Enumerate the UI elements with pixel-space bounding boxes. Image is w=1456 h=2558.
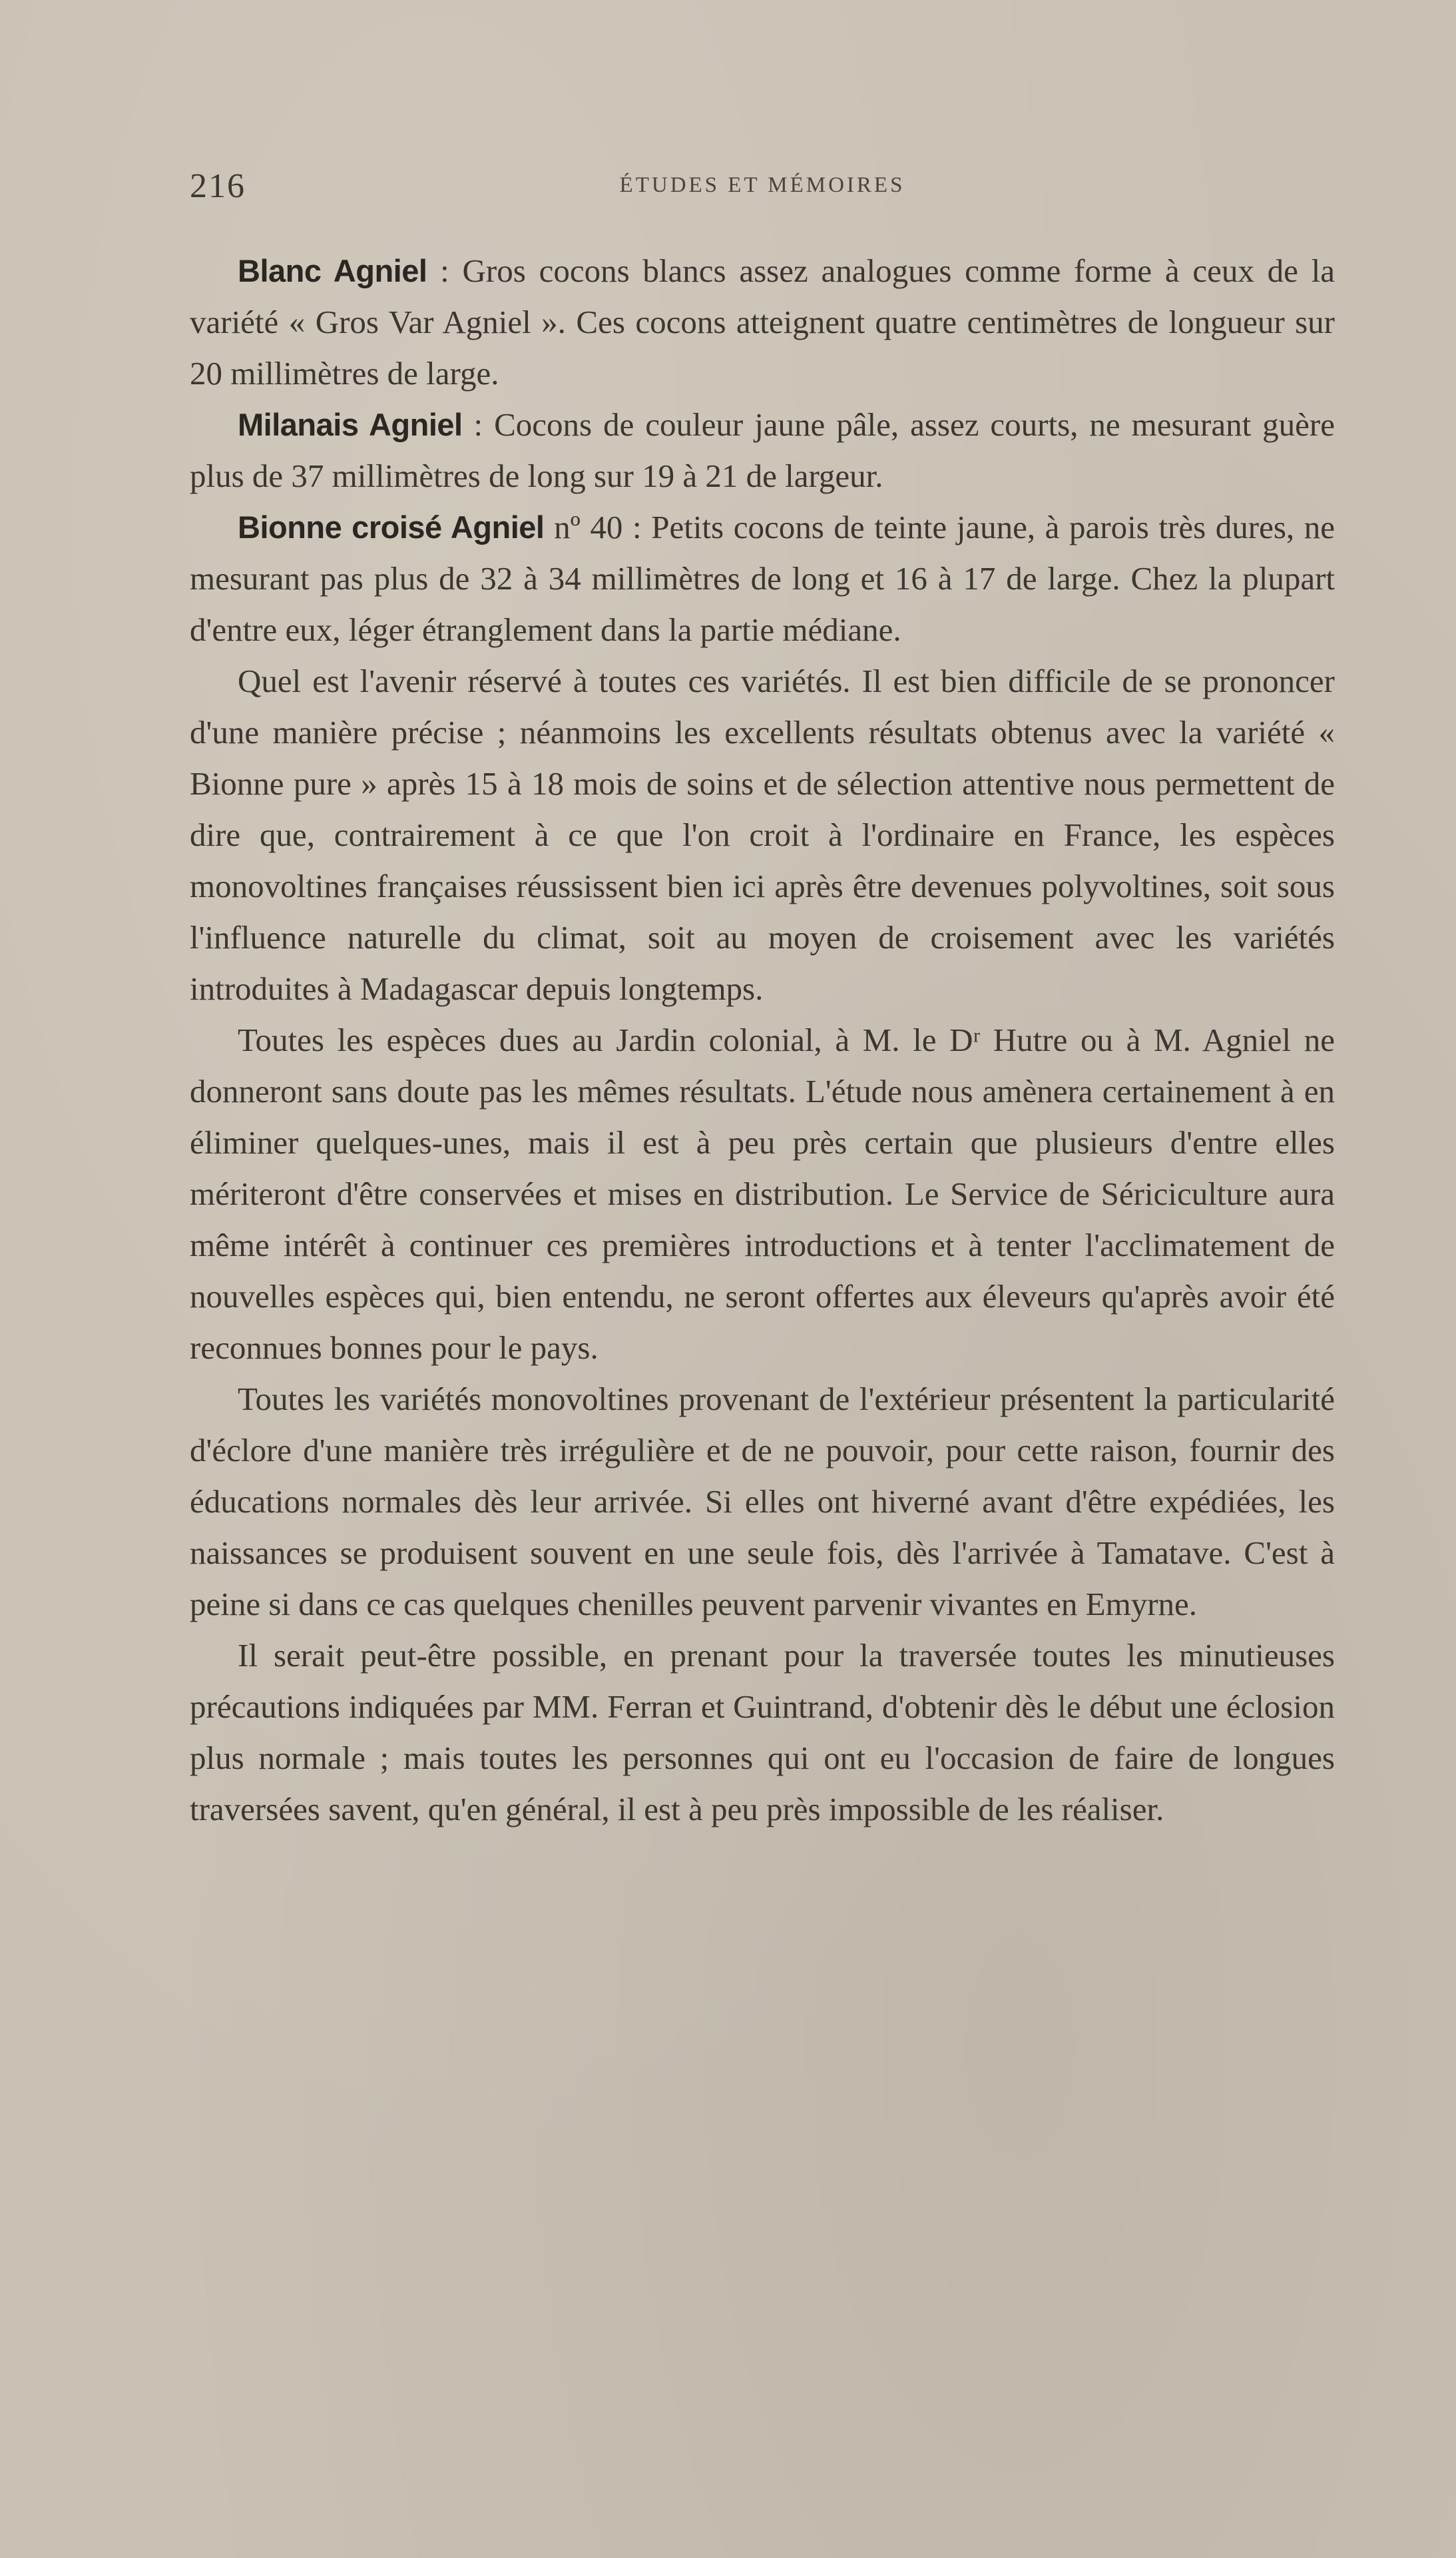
page-number: 216 (190, 167, 246, 205)
paragraph-text: : Cocons de couleur jaune pâle, assez courts, ne mesurant guère plus de 37 millimètres de long sur 19 à 21 de largeur. (190, 406, 1335, 494)
variety-label: Bionne croisé Agniel (238, 509, 545, 545)
paragraph-milanais-agniel (190, 399, 1335, 501)
variety-label: Milanais Agniel (238, 407, 463, 442)
paragraph-text: : Gros cocons blancs assez analogues comme forme à ceux de la variété « Gros Var Agniel ». Ces cocons atteignent quatre centimètres de longueur sur 20 millimètres de large. (190, 252, 1335, 392)
paragraph-avenir-varietes (190, 655, 1335, 1014)
paragraph-text: Toutes les espèces dues au Jardin colonial, à M. le Dʳ Hutre ou à M. Agniel ne donneront sans doute pas les mêmes résultats. L'étude nous amènera certainement à en éliminer quelques-unes, mais il est à peu près certain que plusieurs d'entre elles mériteront d'être conservées et mises en distribution. Le Service de Sériciculture aura même intérêt à continuer ces premières introductions et à tenter l'acclimatement de nouvelles espèces qui, bien entendu, ne seront offertes aux éleveurs qu'après avoir été reconnues bonnes pour le pays. (190, 1022, 1335, 1366)
paragraph-traversee (190, 1630, 1335, 1835)
paragraph-bionne-croise-agniel (190, 501, 1335, 655)
paragraph-especes-jardin-colonial (190, 1014, 1335, 1373)
paragraph-text: Toutes les variétés monovoltines provenant de l'extérieur présentent la particularité d'éclore d'une manière très irrégulière et de ne pouvoir, pour cette raison, fournir des éducations normales dès leur arrivée. Si elles ont hiverné avant d'être expédiées, les naissances se produisent souvent en une seule fois, dès l'arrivée à Tamatave. C'est à peine si dans ce cas quelques chenilles peuvent parvenir vivantes en Emyrne. (190, 1381, 1335, 1622)
running-title: ÉTUDES ET MÉMOIRES (619, 173, 905, 197)
variety-label: Blanc Agniel (238, 253, 427, 288)
paragraph-text: nº 40 : Petits cocons de teinte jaune, à parois très dures, ne mesurant pas plus de 32 à 34 millimètres de long et 16 à 17 de large. Chez la plupart d'entre eux, léger étranglement dans la partie médiane. (190, 509, 1335, 648)
paragraph-varietes-monovoltines (190, 1373, 1335, 1630)
paragraph-blanc-agniel (190, 245, 1335, 399)
paragraph-text: Il serait peut-être possible, en prenant pour la traversée toutes les minutieuses précautions indiquées par MM. Ferran et Guintrand, d'obtenir dès le début une éclosion plus normale ; mais toutes les personnes qui ont eu l'occasion de faire de longues traversées savent, qu'en général, il est à peu près impossible de les réaliser. (190, 1637, 1335, 1827)
running-head (190, 166, 1335, 206)
body-text (190, 245, 1335, 1835)
paragraph-text: Quel est l'avenir réservé à toutes ces variétés. Il est bien difficile de se prononcer d'une manière précise ; néanmoins les excellents résultats obtenus avec la variété « Bionne pure » après 15 à 18 mois de soins et de sélection attentive nous permettent de dire que, contrairement à ce que l'on croit à l'ordinaire en France, les espèces monovoltines françaises réussissent bien ici après être devenues polyvoltines, soit sous l'influence naturelle du climat, soit au moyen de croisement avec les variétés introduites à Madagascar depuis longtemps. (190, 663, 1335, 1007)
